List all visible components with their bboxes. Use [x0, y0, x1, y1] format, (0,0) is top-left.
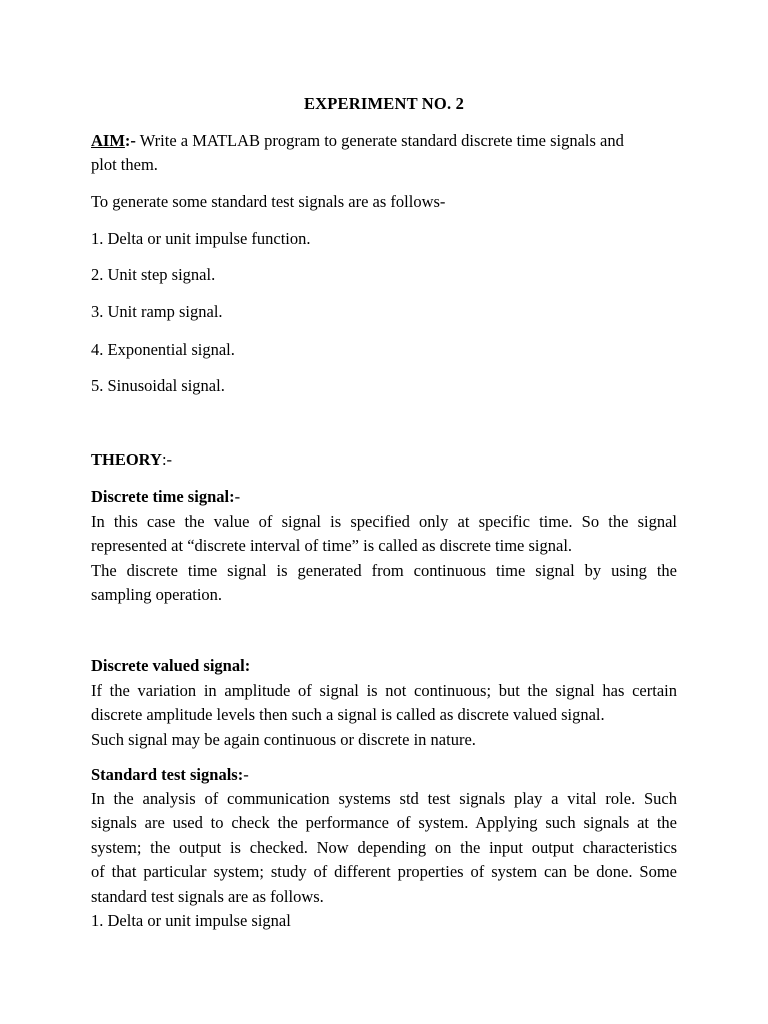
paragraph-line: The discrete time signal is generated from continuous time signal by using the — [91, 560, 677, 580]
standard-test-heading-separator: - — [243, 765, 249, 784]
paragraph-line: sampling operation. — [91, 585, 223, 605]
discrete-time-heading-label: Discrete time signal: — [91, 487, 235, 506]
signal-list-item: 2. Unit step signal. — [91, 265, 216, 284]
standard-test-paragraph — [91, 787, 677, 933]
paragraph-line: In this case the value of signal is specified only at specific time. So the signal — [91, 512, 677, 531]
page-title: EXPERIMENT NO. 2 — [303, 94, 465, 113]
paragraph-line: Such signal may be again continuous or discrete in nature. — [91, 729, 476, 749]
signal-list-item: 1. Delta or unit impulse function. — [91, 229, 311, 248]
aim-text: Write a MATLAB program to generate standard discrete time signals and — [135, 131, 624, 150]
paragraph-line: If the variation in amplitude of signal is not continuous; but the signal has certain — [91, 681, 677, 700]
standard-test-heading-label: Standard test signals: — [91, 765, 244, 784]
discrete-time-paragraph — [91, 510, 677, 608]
paragraph-line: 1. Delta or unit impulse signal — [91, 911, 291, 931]
signal-list-item: 4. Exponential signal. — [91, 340, 235, 359]
standard-test-heading — [91, 765, 249, 785]
signal-list-item: 3. Unit ramp signal. — [91, 302, 223, 321]
aim-line-1 — [91, 131, 624, 151]
intro-text: To generate some standard test signals are as follows- — [91, 192, 446, 211]
aim-line-2: plot them. — [91, 155, 158, 174]
discrete-time-heading — [91, 487, 240, 507]
theory-heading — [91, 450, 172, 470]
paragraph-line: In the analysis of communication systems std test signals play a vital role. Such — [91, 789, 677, 808]
paragraph-line: of that particular system; study of different properties of system can be done. Some — [91, 862, 677, 882]
discrete-valued-heading — [91, 656, 250, 676]
paragraph-line: standard test signals are as follows. — [91, 886, 324, 906]
paragraph-line: system; the output is checked. Now depending on the input output characteristics — [91, 837, 677, 857]
theory-heading-separator: :- — [161, 450, 173, 469]
theory-heading-label: THEORY — [91, 450, 162, 469]
signal-list-item: 5. Sinusoidal signal. — [91, 376, 225, 395]
aim-separator: :- — [124, 131, 136, 150]
paragraph-line: signals are used to check the performance of system. Applying such signals at the — [91, 813, 677, 833]
paragraph-line: represented at “discrete interval of time” is called as discrete time signal. — [91, 536, 573, 556]
discrete-valued-heading-label: Discrete valued signal: — [91, 656, 251, 675]
discrete-valued-paragraph — [91, 679, 677, 752]
paragraph-line: discrete amplitude levels then such a signal is called as discrete valued signal. — [91, 705, 605, 725]
discrete-time-heading-separator: - — [234, 487, 241, 506]
aim-label: AIM — [91, 131, 125, 150]
